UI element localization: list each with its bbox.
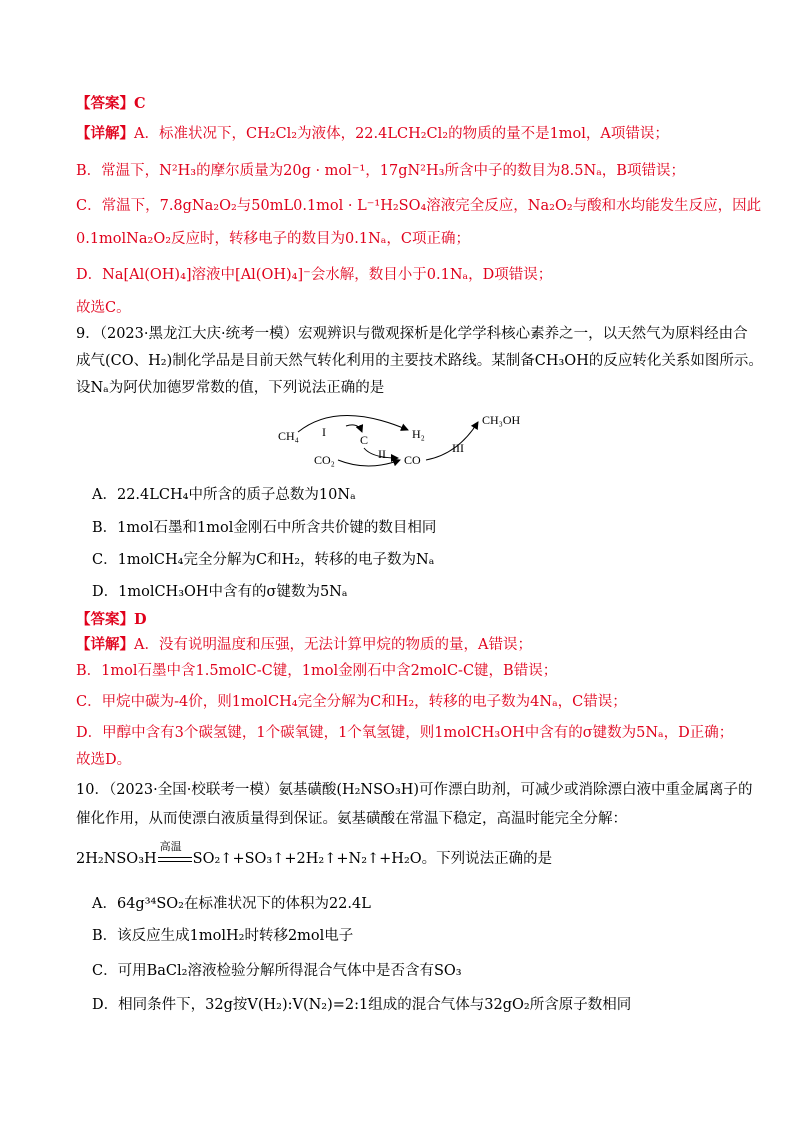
q9-stem-3: 设Nₐ为阿伏加德罗常数的值，下列说法正确的是	[76, 380, 385, 396]
co2-label: CO₂	[314, 453, 335, 467]
q9-stem-1: 9．（2023·黑龙江大庆·统考一模）宏观辨识与微观探析是化学学科核心素养之一，以天然气为原料经由合	[76, 326, 748, 342]
q8-detail-b: B．常温下，N²H₃的摩尔质量为20g · mol⁻¹，17gN²H₃所含中子的数目为8.5Nₐ，B项错误；	[76, 163, 685, 179]
q10-option-d: D．相同条件下，32g按V(H₂):V(N₂)=2:1组成的混合气体与32gO₂所含原子数相同	[92, 997, 632, 1013]
answer-value: C	[134, 95, 146, 112]
detail-label: 【详解】	[76, 125, 134, 142]
answer-value: D	[134, 611, 147, 628]
equals-line-top	[158, 857, 192, 858]
equation-sign	[158, 840, 192, 870]
q8-detail-c2: 0.1molNa₂O₂反应时，转移电子的数目为0.1Nₐ，C项正确；	[76, 231, 470, 247]
q9-conclusion: 故选D。	[76, 752, 132, 768]
arrow-ch4-h2	[298, 415, 408, 432]
co-label: CO	[404, 453, 421, 467]
q8-detail-a	[76, 123, 740, 145]
q9-detail-b: B．1mol石墨中含1.5molC-C键，1mol金刚石中含2molC-C键，B错误；	[76, 663, 558, 679]
q9-option-d: D．1molCH₃OH中含有的σ键数为5Nₐ	[92, 584, 348, 600]
ch3oh-label: CH₃OH	[482, 413, 521, 427]
q10-stem-3: 。下列说法正确的是	[421, 851, 553, 867]
equation-left: 2H₂NSO₃H	[76, 851, 157, 867]
q9-answer	[76, 609, 740, 631]
ch4-label: CH₄	[278, 429, 299, 443]
q10-stem-2: 催化作用，从而使漂白液质量得到保证。氨基磺酸在常温下稳定，高温时能完全分解：	[76, 811, 627, 827]
arrow-co2-co	[338, 460, 400, 466]
q9-detail-c: C．甲烷中碳为-4价，则1molCH₄完全分解为C和H₂，转移的电子数为4Nₐ，C错误；	[76, 694, 627, 710]
q10-equation	[76, 840, 740, 874]
q9-detail-a	[76, 634, 740, 656]
q9-option-a: A．22.4LCH₄中所含的质子总数为10Nₐ	[92, 487, 356, 503]
step-1-label: I	[322, 425, 326, 439]
equals-line-bottom	[158, 861, 192, 862]
q9-explanation-a: A．没有说明温度和压强，无法计算甲烷的物质的量，A错误；	[134, 637, 532, 653]
step-3-label: III	[452, 441, 464, 455]
answer-label: 【答案】	[76, 95, 134, 112]
q8-detail-c1: C．常温下，7.8gNa₂O₂与50mL0.1mol · L⁻¹H₂SO₄溶液完全反应，Na₂O₂与酸和水均能发生反应，因此	[76, 198, 762, 214]
q8-detail-d: D．Na[Al(OH)₄]溶液中[Al(OH)₄]⁻会水解，数目小于0.1Nₐ，D项错误；	[76, 267, 553, 283]
q9-option-b: B．1mol石墨和1mol金刚石中所含共价键的数目相同	[92, 520, 437, 536]
q9-option-c: C．1molCH₄完全分解为C和H₂，转移的电子数为Nₐ	[92, 552, 435, 568]
q9-stem-2: 成气(CO、H₂)制化学品是目前天然气转化利用的主要技术路线。某制备CH₃OH的反应转化关系如图所示。	[76, 353, 763, 369]
q10-option-a: A．64g³⁴SO₂在标准状况下的体积为22.4L	[92, 896, 371, 912]
q8-answer	[76, 93, 740, 115]
equation-right: SO₂↑+SO₃↑+2H₂↑+N₂↑+H₂O	[192, 851, 422, 867]
reaction-diagram	[268, 408, 538, 470]
carbon-label: C	[360, 433, 369, 447]
q10-option-c: C．可用BaCl₂溶液检验分解所得混合气体中是否含有SO₃	[92, 963, 462, 979]
step-2-label: II	[378, 447, 386, 461]
h2-label: H₂	[412, 427, 425, 441]
q10-stem-1: 10．（2023·全国·校联考一模）氨基磺酸(H₂NSO₃H)可作漂白助剂，可减少或消除漂白液中重金属离子的	[76, 782, 753, 798]
detail-label: 【详解】	[76, 636, 134, 653]
q9-detail-d: D．甲醇中含有3个碳氢键，1个碳氧键，1个氧氢键，则1molCH₃OH中含有的σ键数为5Nₐ，D正确；	[76, 725, 734, 741]
q8-explanation-a: A．标准状况下，CH₂Cl₂为液体，22.4LCH₂Cl₂的物质的量不是1mol，A项错误；	[134, 126, 669, 142]
q10-option-b: B．该反应生成1molH₂时转移2mol电子	[92, 928, 354, 944]
q8-conclusion: 故选C。	[76, 300, 131, 316]
answer-label: 【答案】	[76, 611, 134, 628]
arrow-ch4-c	[346, 425, 362, 432]
equation-condition: 高温	[159, 840, 182, 853]
